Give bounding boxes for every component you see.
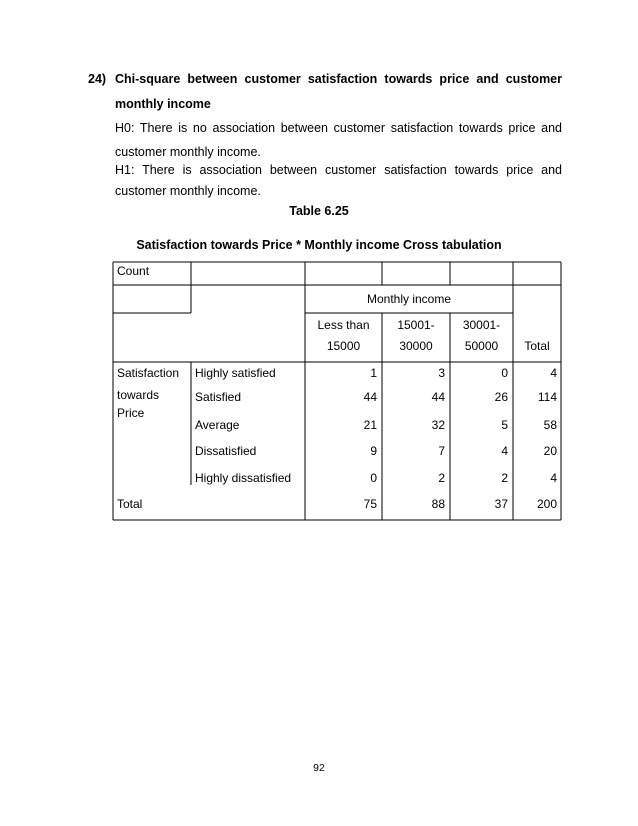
table-cell-total: 20 <box>543 444 557 458</box>
table-cell: 2 <box>438 471 445 485</box>
row-label-average: Average <box>195 418 240 432</box>
table-cell-total: 4 <box>550 471 557 485</box>
row-group-label-line2: towards <box>117 388 160 402</box>
table-cell: 44 <box>431 390 445 404</box>
table-cell: 21 <box>363 418 377 432</box>
table-cell-grand-total: 200 <box>536 497 557 511</box>
group-header-monthly-income: Monthly income <box>366 292 452 306</box>
table-cell: 32 <box>431 418 445 432</box>
table-cell: 0 <box>370 471 377 485</box>
page-number: 92 <box>313 762 325 774</box>
row-label-dissatisfied: Dissatisfied <box>195 444 257 458</box>
hypothesis-h1-line1: H1: There is association between customer satisfaction towards price and <box>115 163 562 177</box>
table-cell: 88 <box>431 497 445 511</box>
table-cell: 26 <box>494 390 508 404</box>
col-header-30001-50000-line2: 50000 <box>464 339 499 353</box>
hypothesis-h0-line2: customer monthly income. <box>115 145 261 159</box>
section-title-line2: monthly income <box>115 97 211 111</box>
col-header-total: Total <box>524 339 550 353</box>
col-header-less-than-15000-line2: 15000 <box>326 339 361 353</box>
col-header-30001-50000-line1: 30001- <box>462 318 501 332</box>
table-cell: 7 <box>438 444 445 458</box>
table-cell: 44 <box>363 390 377 404</box>
table-cell-total: 114 <box>537 390 557 404</box>
row-group-label-line1: Satisfaction <box>117 366 180 380</box>
section-number: 24) <box>88 72 107 86</box>
table-cell-total: 4 <box>550 366 557 380</box>
table-cell: 9 <box>370 444 377 458</box>
table-cell: 37 <box>494 497 508 511</box>
hypothesis-h1-line2: customer monthly income. <box>115 184 261 198</box>
count-label: Count <box>117 264 150 278</box>
row-label-highly-satisfied: Highly satisfied <box>195 366 276 380</box>
col-header-less-than-15000-line1: Less than <box>317 318 370 332</box>
section-title-line1: Chi-square between customer satisfaction towards price and customer <box>115 72 562 86</box>
table-cell: 75 <box>363 497 377 511</box>
table-number: Table 6.25 <box>289 204 349 218</box>
hypothesis-h0-line1: H0: There is no association between customer satisfaction towards price and <box>115 121 562 135</box>
table-cell: 2 <box>501 471 508 485</box>
col-header-15001-30000-line2: 30000 <box>399 339 433 353</box>
table-cell: 0 <box>501 366 508 380</box>
col-header-15001-30000-line1: 15001- <box>397 318 435 332</box>
row-label-total: Total <box>117 497 143 511</box>
table-cell: 3 <box>438 366 445 380</box>
table-cell: 5 <box>501 418 508 432</box>
table-title: Satisfaction towards Price * Monthly income Cross tabulation <box>136 238 502 252</box>
table-cell: 1 <box>370 366 377 380</box>
row-group-label-line3: Price <box>117 406 145 420</box>
table-cell-total: 58 <box>543 418 557 432</box>
table-cell: 4 <box>501 444 508 458</box>
row-label-highly-dissatisfied: Highly dissatisfied <box>195 471 292 485</box>
row-label-satisfied: Satisfied <box>195 390 242 404</box>
